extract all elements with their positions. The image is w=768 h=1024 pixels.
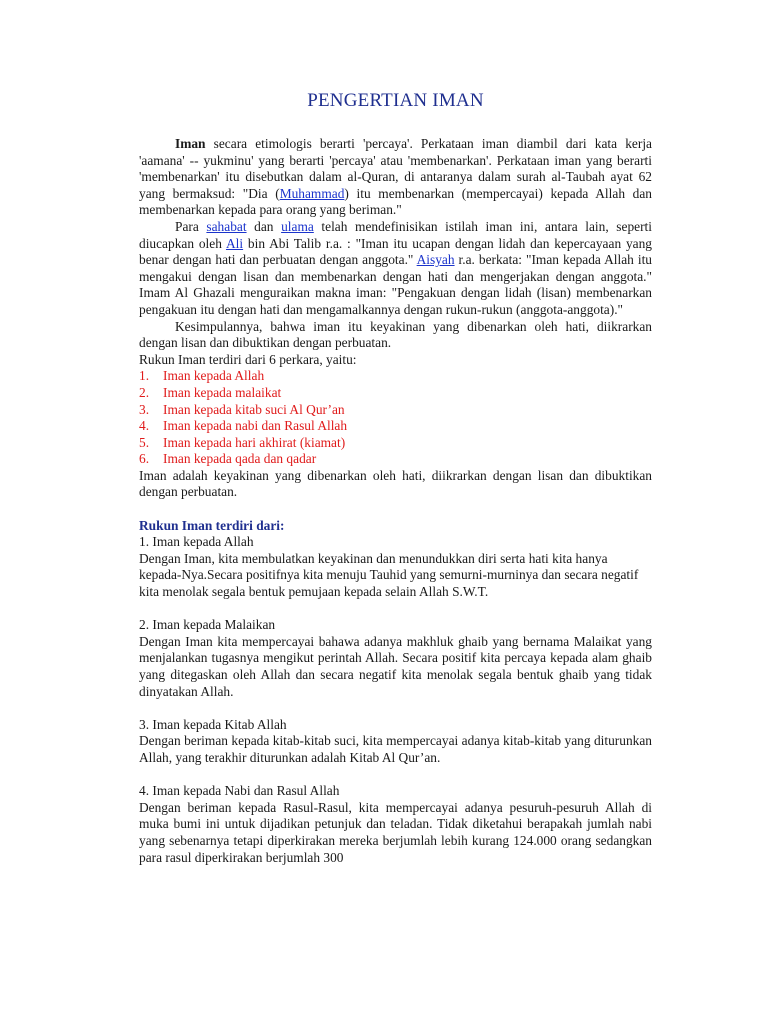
- rukun-iman-list: [139, 368, 652, 468]
- paragraph-sahabat-ulama: [139, 219, 652, 319]
- paragraph-rukun-intro: Rukun Iman terdiri dari 6 perkara, yaitu:: [139, 351, 357, 367]
- list-text: Iman kepada Allah: [163, 368, 265, 384]
- list-text: Iman kepada hari akhirat (kiamat): [163, 434, 346, 450]
- section-body-malaikat: Dengan Iman kita mempercayai bahawa adanya makhluk ghaib yang bernama Malaikat yang menjalankan tugasnya mengikut perintah Allah. Secara positif kita percaya kepada alam ghaib yang ditegaskan oleh Allah dan secara negatif kita menolak segala bentuk ghaib yang tidak dinyatakan Allah.: [139, 633, 652, 699]
- section-title-allah: 1. Iman kepada Allah: [139, 534, 254, 550]
- link-muhammad[interactable]: Muhammad: [279, 185, 345, 201]
- spacer: [139, 501, 652, 518]
- list-text: Iman kepada malaikat: [163, 384, 282, 400]
- list-item: [139, 451, 652, 468]
- list-number: 5.: [139, 434, 150, 450]
- spacer: [139, 700, 652, 717]
- spacer: [139, 767, 652, 784]
- section-body-nabi-rasul: Dengan beriman kepada Rasul-Rasul, kita mempercayai adanya pesuruh-pesuruh Allah di muka bumi ini untuk dijadikan petunjuk dan teladan. Tidak diketahui berapakah jumlah nabi yang sebenarnya tetapi diperkirakan mereka berjumlah lebih kurang 124.000 orang sedangkan para rasul diperkirakan berjumlah 300: [139, 799, 652, 865]
- paragraph-iman-summary: Iman adalah keyakinan yang dibenarkan oleh hati, diikrarkan dengan lisan dan dibuktikan dengan perbuatan.: [139, 467, 652, 500]
- section-body-allah: Dengan Iman, kita membulatkan keyakinan dan menundukkan diri serta hati kita hanya kepada-Nya.Secara positifnya kita menuju Tauhid yang semurni-murninya dan secara negatif kita menolak segala bentuk pemujaan kepada selain Allah S.W.T.: [139, 550, 639, 600]
- text-span: Para: [175, 218, 207, 234]
- list-number: 4.: [139, 418, 150, 434]
- list-item: [139, 418, 652, 435]
- text-span: bin Abi Talib r.a. : "Iman itu ucapan dengan lidah dan kepercayaan yang benar dengan hati dan perbuatan dengan anggota.": [139, 235, 652, 268]
- bold-term-iman: Iman: [175, 136, 206, 151]
- list-number: 2.: [139, 384, 150, 400]
- list-text: Iman kepada nabi dan Rasul Allah: [163, 418, 348, 434]
- section-title-kitab: 3. Iman kepada Kitab Allah: [139, 716, 287, 732]
- link-aisyah[interactable]: Aisyah: [416, 252, 455, 268]
- list-number: 6.: [139, 451, 150, 467]
- paragraph-conclusion: Kesimpulannya, bahwa iman itu keyakinan yang dibenarkan oleh hati, diikrarkan dengan lisan dan dibuktikan dengan perbuatan.: [139, 318, 652, 351]
- list-item: [139, 402, 652, 419]
- list-text: Iman kepada qada dan qadar: [163, 451, 317, 467]
- list-item: [139, 385, 652, 402]
- section-body-kitab: Dengan beriman kepada kitab-kitab suci, kita mempercayai adanya kitab-kitab yang diturunkan Allah, yang terakhir diturunkan adalah Kitab Al Qur’an.: [139, 733, 652, 765]
- text-span: ) itu membenarkan (mempercayai) kepada Allah dan membenarkan kepada para orang yang beriman.": [139, 185, 652, 218]
- list-number: 1.: [139, 368, 150, 384]
- text-span: dan: [246, 218, 282, 234]
- text-span: secara etimologis berarti 'percaya'. Perkataan iman diambil dari kata kerja 'aamana' -- yukminu' yang berarti 'percaya' atau 'membenarkan'. Perkataan iman yang berarti 'membenarkan' itu disebutkan dalam al-Quran, di antaranya dalam surah al-Taubah ayat 62 yang bermaksud: "Dia (: [139, 136, 652, 201]
- paragraph-definition: [139, 136, 652, 219]
- link-sahabat[interactable]: sahabat: [206, 218, 247, 234]
- document-body: [139, 136, 652, 866]
- spacer: [139, 601, 652, 618]
- list-item: [139, 368, 652, 385]
- section-title-nabi-rasul: 4. Iman kepada Nabi dan Rasul Allah: [139, 783, 340, 799]
- list-item: [139, 435, 652, 452]
- list-number: 3.: [139, 401, 150, 417]
- link-ali[interactable]: Ali: [225, 235, 244, 251]
- list-text: Iman kepada kitab suci Al Qur’an: [163, 401, 345, 417]
- section-title-malaikat: 2. Iman kepada Malaikan: [139, 617, 276, 633]
- page-title: PENGERTIAN IMAN: [307, 90, 484, 111]
- link-ulama[interactable]: ulama: [281, 218, 314, 234]
- section-heading: Rukun Iman terdiri dari:: [139, 517, 285, 533]
- text-span: telah mendefinisikan istilah iman ini, antara lain, seperti diucapkan oleh: [139, 218, 652, 251]
- text-span: r.a. berkata: "Iman kepada Allah itu mengakui dengan lisan dan membenarkan dengan hati dan mengerjakan dengan anggota." Imam Al Ghazali menguraikan makna iman: "Pengakuan dengan lidah (lisan) membenarkan pengakuan itu dengan hati dan mengamalkannya dengan rukun-rukun (anggota-anggota).": [139, 252, 652, 317]
